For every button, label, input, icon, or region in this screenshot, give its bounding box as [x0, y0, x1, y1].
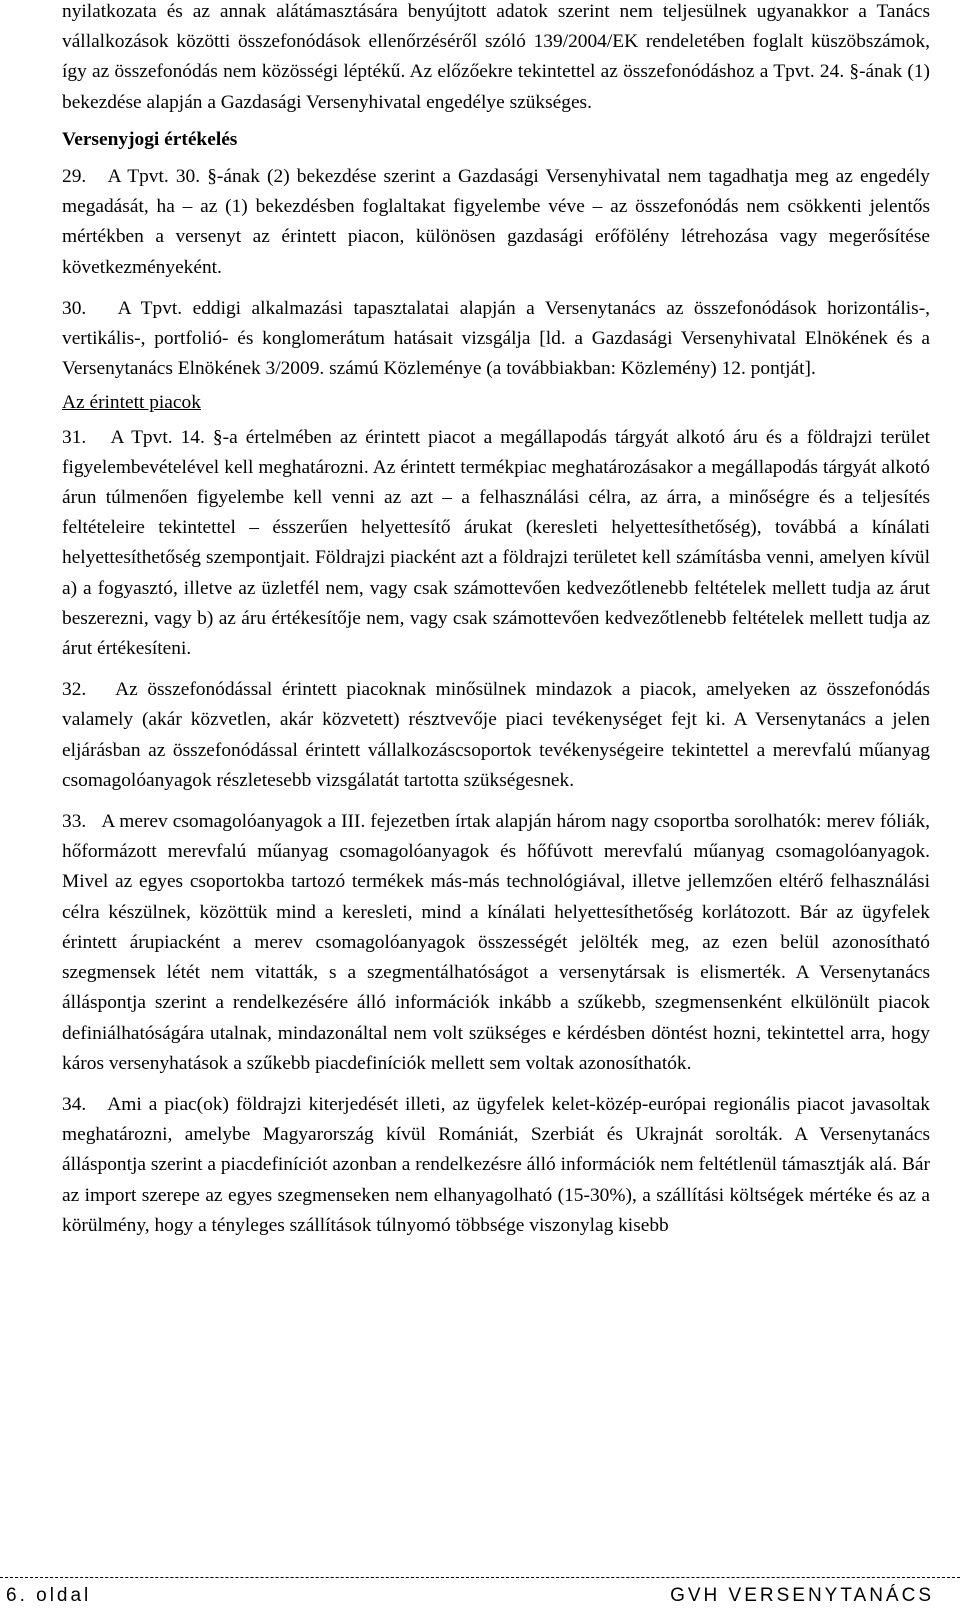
- paragraph-body: Ami a piac(ok) földrajzi kiterjedését illeti, az ügyfelek kelet-közép-európai regionális piacot javasoltak meghatározni, amelybe Magyarország kívül Romániát, Szerbiát és Ukrajnát sorolták. A Versenytanács álláspontja szerint a piacdefiníciót azonban a rendelkezésre álló információk nem feltétlenül támasztják alá. Bár az import szerepe az egyes szegmenseken nem elhanyagolható (15-30%), a szállítási költségek mértéke és az a körülmény, hogy a tényleges szállítások túlnyomó többsége viszonylag kisebb: [62, 1093, 930, 1236]
- paragraph-number: 32.: [62, 679, 87, 701]
- paragraph-body: A Tpvt. 14. §-a értelmében az érintett piacot a megállapodás tárgyát alkotó áru és a földrajzi terület figyelembevételével kell meghatározni. Az érintett termékpiac meghatározásakor a megállapodás tárgyát alkotó árun túlmenően figyelembe kell venni az azt – a felhasználási célra, az árra, a minőségre és a teljesítés feltételeire tekintettel – ésszerűen helyettesítő árukat (keresleti helyettesíthetőség), továbbá a kínálati helyettesíthetőség szempontjait. Földrajzi piacként azt a földrajzi területet kell számításba venni, amelyen kívül a) a fogyasztó, illetve az üzletfél nem, vagy csak számottevően kedvezőtlenebb feltételek mellett tudja az árut beszerezni, vagy b) az áru értékesítője nem, vagy csak számottevően kedvezőtlenebb feltételek mellett tudja az árut értékesíteni.: [62, 426, 930, 660]
- paragraph-body: A Tpvt. 30. §-ának (2) bekezdése szerint a Gazdasági Versenyhivatal nem tagadhatja meg az engedély megadását, ha – az (1) bekezdésben foglaltakat figyelembe véve – az összefonódás nem csökkenti jelentős mértékben a versenyt az érintett piacon, különösen gazdasági erőfölény létrehozása vagy megerősítése következményeként.: [62, 166, 930, 278]
- section-heading-competition-assessment: Versenyjogi értékelés: [62, 128, 238, 150]
- paragraph-number: 30.: [62, 297, 87, 319]
- paragraph-33-text: [62, 807, 930, 1079]
- intro-paragraph: nyilatkozata és az annak alátámasztására benyújtott adatok szerint nem teljesülnek ugyanakkor a Tanács vállalkozások közötti összefonódások ellenőrzéséről szóló 139/2004/EK rendeletében foglalt küszöbszámok, így az összefonódás nem közösségi léptékű. Az előzőekre tekintettel az összefonódáshoz a Tpvt. 24. §-ának (1) bekezdése alapján a Gazdasági Versenyhivatal engedélye szükséges.: [62, 1, 930, 113]
- paragraph-31: [62, 423, 930, 665]
- footer-organization: GVH VERSENYTANÁCS: [670, 1585, 934, 1606]
- paragraph-34-text: [62, 1090, 930, 1241]
- paragraph-32: [62, 675, 930, 796]
- section-heading-affected-markets: Az érintett piacok: [62, 392, 201, 414]
- paragraph-30: [62, 294, 930, 385]
- paragraph-body: A Tpvt. eddigi alkalmazási tapasztalatai alapján a Versenytanács az összefonódások horizontális-, vertikális-, portfolió- és konglomerátum hatásait vizsgálja [ld. a Gazdasági Versenyhivatal Elnökének és a Versenytanács Elnökének 3/2009. számú Közleménye (a továbbiakban: Közlemény) 12. pontját].: [62, 297, 931, 380]
- paragraph-number: 34.: [62, 1093, 87, 1115]
- paragraph-29: [62, 162, 930, 283]
- paragraph-number: 29.: [62, 166, 87, 188]
- paragraph-29-text: [62, 162, 930, 283]
- footer-page-number: 6. oldal: [6, 1585, 92, 1606]
- footer-divider: [0, 1577, 960, 1578]
- paragraph-33: [62, 807, 930, 1079]
- paragraph-number: 33.: [62, 811, 87, 833]
- paragraph-body: Az összefonódással érintett piacoknak minősülnek mindazok a piacok, amelyeken az összefonódás valamely (akár közvetlen, akár közvetett) résztvevője piaci tevékenységet fejt ki. A Versenytanács a jelen eljárásban az összefonódással érintett vállalkozáscsoportok tevékenységeire tekintettel a merevfalú műanyag csomagolóanyagok részletesebb vizsgálatát tartotta szükségesnek.: [62, 679, 931, 791]
- paragraph-body: A merev csomagolóanyagok a III. fejezetben írtak alapján három nagy csoportba sorolhatók: merev fóliák, hőformázott merevfalú műanyag csomagolóanyagok és hőfúvott merevfalú műanyag csomagolóanyagok. Mivel az egyes csoportokba tartozó termékek más-más technológiával, illetve jellemzően eltérő felhasználási célra készülnek, közöttük mind a keresleti, mind a kínálati helyettesíthetőség korlátozott. Bár az ügyfelek érintett árupiacként a merev csomagolóanyagok összességét jelölték meg, az ezen belül azonosítható szegmensek létét nem vitatták, s a szegmentálhatóságot a versenytársak is elismerték. A Versenytanács álláspontja szerint a rendelkezésére álló információk inkább a szűkebb, szegmensenként elkülönült piacok definiálhatóságára utalnak, mindazonáltal nem volt szükséges e kérdésben döntést hozni, tekintettel arra, hogy káros versenyhatások a szűkebb piacdefiníciók mellett sem voltak azonosíthatók.: [62, 811, 930, 1074]
- paragraph-34: [62, 1090, 930, 1241]
- document-body: [62, 0, 930, 1241]
- paragraph-30-text: [62, 294, 930, 385]
- paragraph-31-text: [62, 423, 930, 665]
- paragraph-32-text: [62, 675, 930, 796]
- paragraph-number: 31.: [62, 426, 87, 448]
